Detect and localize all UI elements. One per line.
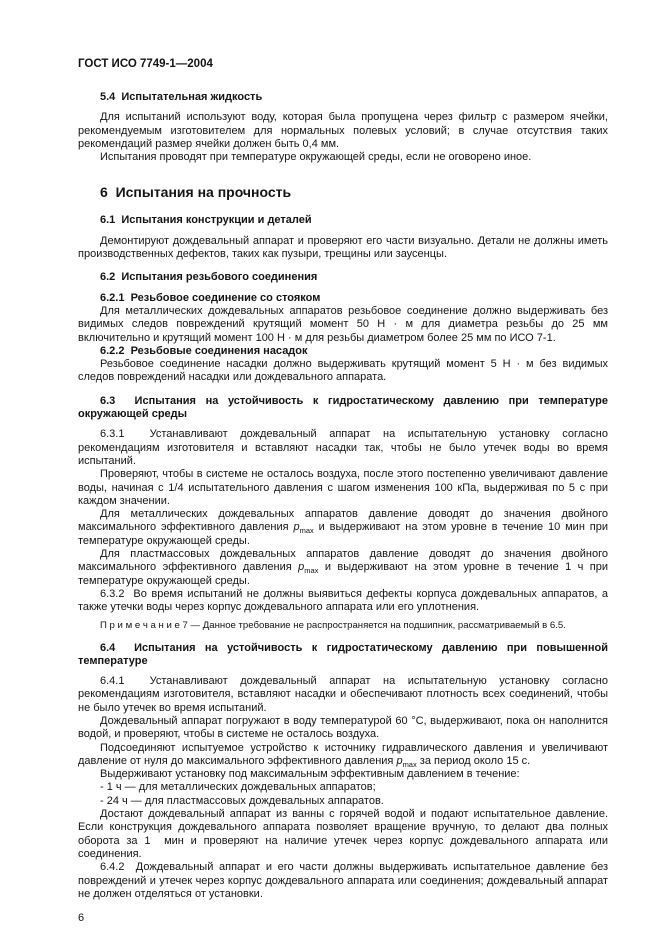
paragraph: Проверяют, чтобы в системе не осталось воздуха, после этого постепенно увеличивают давление воды, начиная с 1/4 испытательного давления с шагом изменения 100 кПа, выдерживая по 5 с при каждом значении. xyxy=(78,468,608,507)
pmax-symbol xyxy=(293,521,314,536)
paragraph: Резьбовое соединение насадки должно выдерживать крутящий момент 5 Н · м без видимых следов повреждений насадки или дождевального аппарата. xyxy=(78,358,608,384)
paragraph: 6.4.2 Дождевальный аппарат и его части должны выдерживать испытательное давление без повреждений и утечек через корпус дождевального аппарата или соединения; дождевальный аппарат не должен отделяться от установки. xyxy=(78,861,608,900)
paragraph: 6.3.2 Во время испытаний не должны выявиться дефекты корпуса дождевальных аппаратов, а также утечки воды через корпус дождевального аппарата или его уплотнения. xyxy=(78,587,608,614)
heading-6-1-construction: 6.1 Испытания конструкции и деталей xyxy=(100,214,312,227)
document-body xyxy=(78,91,608,901)
heading-5-4-test-liquid: 5.4 Испытательная жидкость xyxy=(100,91,263,103)
paragraph: 6.3.1 Устанавливают дождевальный аппарат на испытательную установку согласно рекомендациям изготовителя и вставляют насадки так, чтобы не было утечек воды во время испытаний. xyxy=(78,428,608,467)
paragraph: Для испытаний используют воду, которая была пропущена через фильтр с размером ячейки, рекомендуемым изготовителем для нормальных полевых условий; в случае отсутствия таких рекомендаций размер ячейки должен быть 0,4 мм. xyxy=(78,111,608,150)
heading-6-4-hydrostatic-elevated-temp: 6.4 Испытания на устойчивость к гидростатическому давлению при повышенной температуре xyxy=(78,641,608,667)
paragraph: Испытания проводят при температуре окружающей среды, если не оговорено иное. xyxy=(100,151,532,164)
heading-6-strength-tests: 6 Испытания на прочность xyxy=(100,184,292,201)
heading-6-3-hydrostatic-ambient: 6.3 Испытания на устойчивость к гидростатическому давлению при температуре окружающей среды xyxy=(78,394,608,421)
pmax-symbol xyxy=(396,754,417,770)
note-7: П р и м е ч а н и е 7 — Данное требование не распространяется на подшипник, рассматриваемый в 6.5. xyxy=(100,619,566,631)
list-item: - 1 ч — для металлических дождевальных аппаратов; xyxy=(100,781,376,794)
paragraph: Для металлических дождевальных аппаратов резьбовое соединение должно выдерживать без видимых следов повреждений крутящий момент 50 Н · м для диаметра резьбы до 25 мм включительно и крутящий момент 100 Н · м для резьбы диаметром более 25 мм по ИСО 7-1. xyxy=(78,304,608,344)
pmax-subscript: max xyxy=(402,760,417,770)
paragraph-text: и выдерживают на этом уровне в течение 10 мин при температуре окружающей среды. xyxy=(78,521,608,547)
pmax-subscript: max xyxy=(304,566,319,576)
document-code-header: ГОСТ ИСО 7749-1—2004 xyxy=(78,58,213,70)
pmax-subscript: max xyxy=(299,526,314,536)
heading-6-2-1-riser-joint: 6.2.1 Резьбовое соединение со стояком xyxy=(100,291,321,304)
paragraph-text: Для пластмассовых дождевальных аппаратов давление доводят до значения двойного максимального эффективного давления xyxy=(78,548,608,574)
heading-6-2-threaded-joint: 6.2 Испытания резьбового соединения xyxy=(100,271,318,284)
heading-6-2-2-nozzle-joints: 6.2.2 Резьбовые соединения насадок xyxy=(100,344,308,357)
paragraph-text: Для металлических дождевальных аппаратов давление доводят до значения двойного максимального эффективного давления xyxy=(78,508,608,534)
pmax-letter: p xyxy=(298,561,305,574)
paragraph: 6.4.1 Устанавливают дождевальный аппарат на испытательную установку согласно рекомендациям изготовителя, вставляют насадки и обеспечивают плотность всех соединений, чтобы не было утечек во время испытаний. xyxy=(78,675,608,714)
paragraph: Демонтируют дождевальный аппарат и проверяют его части визуально. Детали не должны иметь производственных дефектов, таких как пузыри, трещины или заусенцы. xyxy=(78,234,608,261)
paragraph-text: за период около 15 с. xyxy=(416,754,531,767)
paragraph-text: Подсоединяют испытуемое устройство к источнику гидравлического давления и увеличивают давление от нуля до максимального эффективного давления xyxy=(78,741,608,767)
paragraph xyxy=(78,548,608,588)
page-number: 6 xyxy=(78,912,85,925)
paragraph xyxy=(78,742,608,769)
pmax-letter: p xyxy=(396,754,403,767)
paragraph: Дождевальный аппарат погружают в воду температурой 60 °С, выдерживают, пока он наполнится водой, и проверяют, чтобы в системе не осталось воздуха. xyxy=(78,714,608,741)
list-item: - 24 ч — для пластмассовых дождевальных аппаратов. xyxy=(100,794,384,807)
pmax-symbol xyxy=(298,561,319,576)
pmax-letter: p xyxy=(293,521,300,534)
paragraph-text: и выдерживают на этом уровне в течение 1 ч при температуре окружающей среды. xyxy=(78,561,608,587)
paragraph xyxy=(78,508,608,548)
paragraph: Достают дождевальный аппарат из ванны с горячей водой и подают испытательное давление. Если конструкция дождевального аппарата позволяет вращение вручную, то делают два полных оборота за 1 мин и проверяют на наличие утечек через корпус дождевального аппарата или соединения. xyxy=(78,808,608,860)
paragraph: Выдерживают установку под максимальным эффективным давлением в течение: xyxy=(100,768,520,781)
